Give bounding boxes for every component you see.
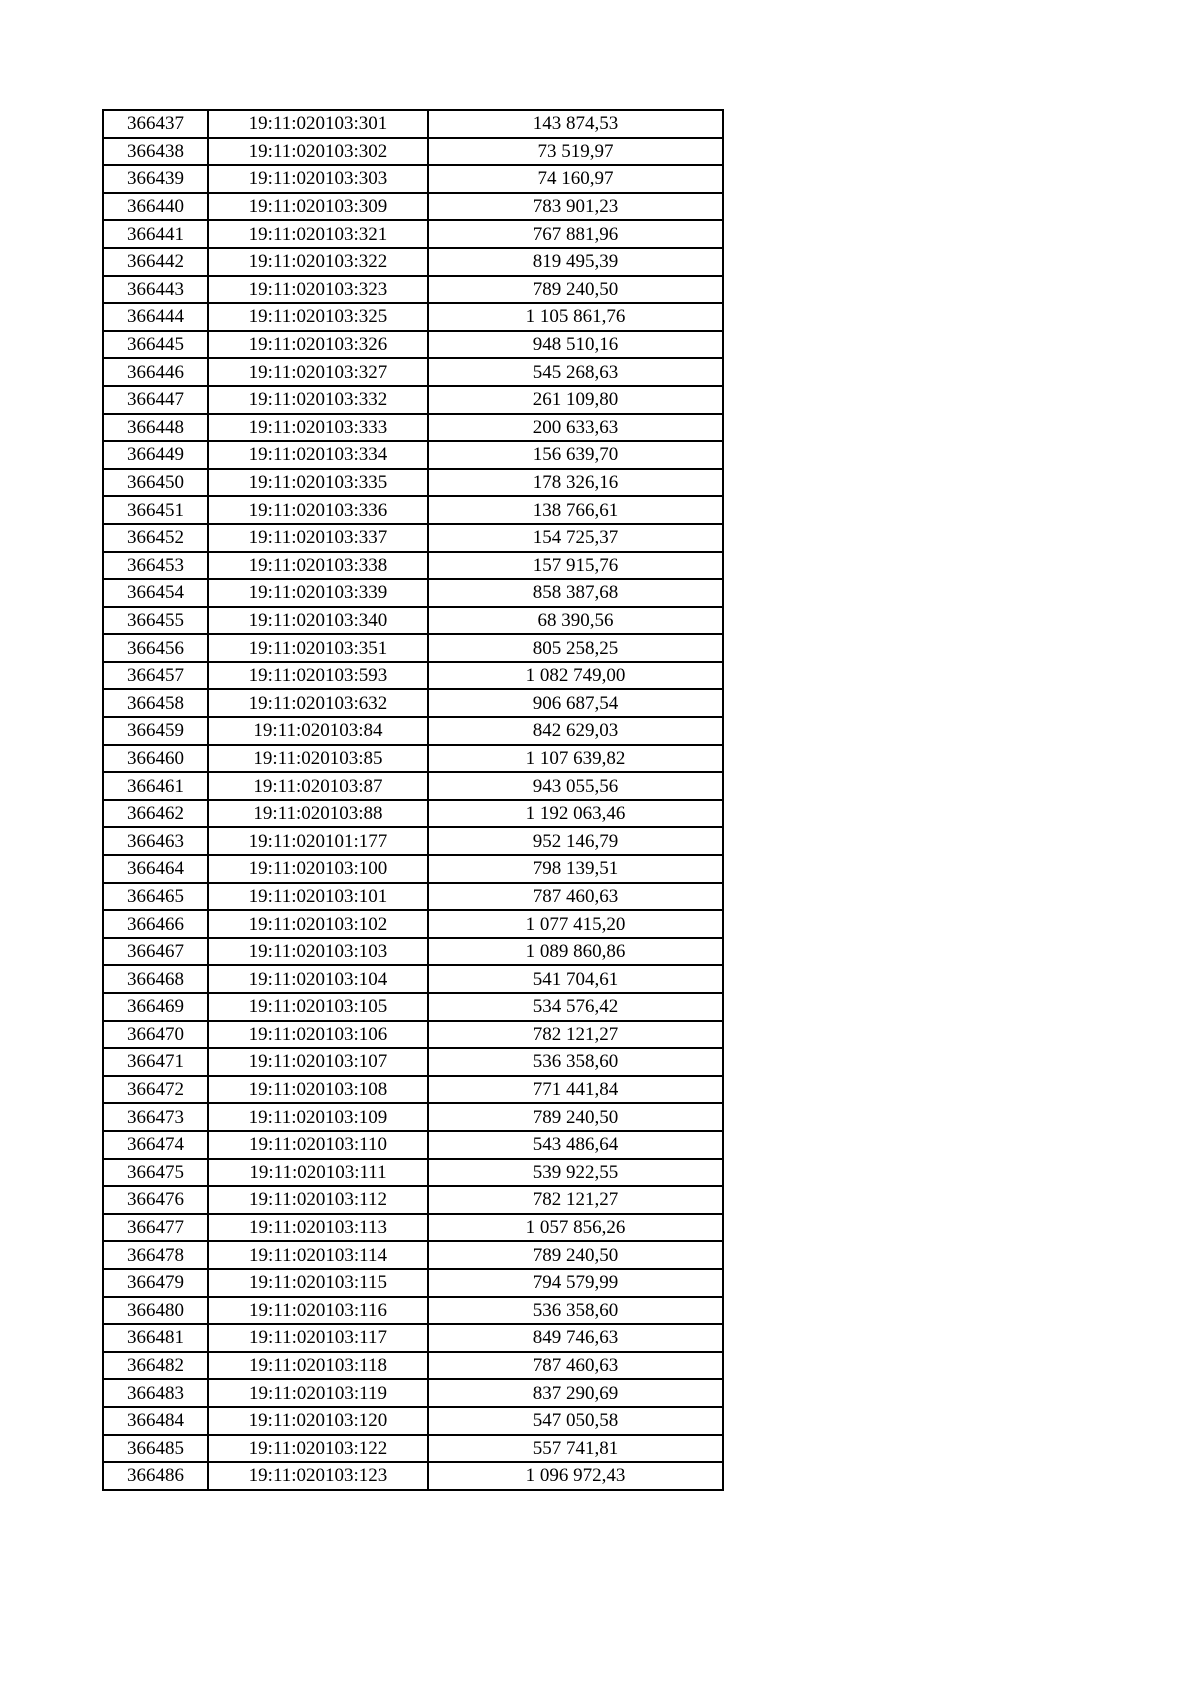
cadastral-value-cell: 906 687,54 [428,689,723,717]
table-row [103,303,723,331]
cadastral-value-cell: 943 055,56 [428,772,723,800]
table-row [103,827,723,855]
table-row [103,1269,723,1297]
cadastral-value-cell: 156 639,70 [428,441,723,469]
table-row [103,910,723,938]
row-number-cell: 366437 [103,110,208,138]
row-number-cell: 366476 [103,1186,208,1214]
row-number-cell: 366440 [103,193,208,221]
table-row [103,1021,723,1049]
row-number-cell: 366478 [103,1241,208,1269]
row-number-cell: 366443 [103,276,208,304]
cadastral-number-cell: 19:11:020103:106 [208,1021,428,1049]
table-row [103,1435,723,1463]
row-number-cell: 366450 [103,469,208,497]
cadastral-number-cell: 19:11:020103:110 [208,1131,428,1159]
table-row [103,634,723,662]
cadastral-number-cell: 19:11:020103:303 [208,165,428,193]
cadastral-value-cell: 543 486,64 [428,1131,723,1159]
table-row [103,276,723,304]
cadastral-value-cell: 771 441,84 [428,1076,723,1104]
table-row [103,1076,723,1104]
cadastral-value-cell: 545 268,63 [428,358,723,386]
cadastral-value-cell: 819 495,39 [428,248,723,276]
cadastral-number-cell: 19:11:020103:102 [208,910,428,938]
table-row [103,524,723,552]
cadastral-value-cell: 261 109,80 [428,386,723,414]
cadastral-number-cell: 19:11:020103:112 [208,1186,428,1214]
table-row [103,220,723,248]
cadastral-value-cell: 782 121,27 [428,1021,723,1049]
table-row [103,993,723,1021]
cadastral-value-cell: 68 390,56 [428,607,723,635]
table-row [103,193,723,221]
table-row [103,1352,723,1380]
cadastral-value-cell: 143 874,53 [428,110,723,138]
cadastral-number-cell: 19:11:020103:100 [208,855,428,883]
cadastral-value-cell: 952 146,79 [428,827,723,855]
cadastral-value-cell: 138 766,61 [428,496,723,524]
cadastral-number-cell: 19:11:020103:111 [208,1159,428,1187]
cadastral-value-cell: 557 741,81 [428,1435,723,1463]
table-row [103,1324,723,1352]
cadastral-number-cell: 19:11:020103:321 [208,220,428,248]
cadastral-number-cell: 19:11:020103:123 [208,1462,428,1490]
cadastral-number-cell: 19:11:020103:332 [208,386,428,414]
cadastral-number-cell: 19:11:020103:326 [208,331,428,359]
row-number-cell: 366471 [103,1048,208,1076]
cadastral-number-cell: 19:11:020103:85 [208,745,428,773]
row-number-cell: 366459 [103,717,208,745]
cadastral-number-cell: 19:11:020103:101 [208,883,428,911]
cadastral-number-cell: 19:11:020103:335 [208,469,428,497]
cadastral-value-cell: 789 240,50 [428,1103,723,1131]
cadastral-value-cell: 157 915,76 [428,552,723,580]
cadastral-number-cell: 19:11:020103:87 [208,772,428,800]
cadastral-value-cell: 541 704,61 [428,965,723,993]
cadastral-value-cell: 200 633,63 [428,414,723,442]
cadastral-value-cell: 849 746,63 [428,1324,723,1352]
table-row [103,607,723,635]
cadastral-number-cell: 19:11:020103:336 [208,496,428,524]
row-number-cell: 366475 [103,1159,208,1187]
cadastral-number-cell: 19:11:020103:333 [208,414,428,442]
cadastral-value-cell: 1 192 063,46 [428,800,723,828]
cadastral-value-cell: 1 077 415,20 [428,910,723,938]
cadastral-value-cell: 794 579,99 [428,1269,723,1297]
cadastral-value-cell: 154 725,37 [428,524,723,552]
cadastral-value-cell: 1 107 639,82 [428,745,723,773]
row-number-cell: 366445 [103,331,208,359]
row-number-cell: 366455 [103,607,208,635]
row-number-cell: 366470 [103,1021,208,1049]
table-row [103,386,723,414]
cadastral-value-cell: 1 096 972,43 [428,1462,723,1490]
cadastral-value-cell: 783 901,23 [428,193,723,221]
row-number-cell: 366441 [103,220,208,248]
cadastral-value-cell: 539 922,55 [428,1159,723,1187]
cadastral-value-cell: 842 629,03 [428,717,723,745]
row-number-cell: 366461 [103,772,208,800]
cadastral-value-cell: 536 358,60 [428,1297,723,1325]
cadastral-value-cell: 798 139,51 [428,855,723,883]
row-number-cell: 366484 [103,1407,208,1435]
row-number-cell: 366439 [103,165,208,193]
cadastral-value-cell: 858 387,68 [428,579,723,607]
cadastral-number-cell: 19:11:020103:302 [208,138,428,166]
cadastral-value-cell: 789 240,50 [428,1241,723,1269]
table-row [103,441,723,469]
cadastral-number-cell: 19:11:020103:107 [208,1048,428,1076]
row-number-cell: 366481 [103,1324,208,1352]
table-row [103,689,723,717]
table-row [103,772,723,800]
cadastral-value-cell: 1 089 860,86 [428,938,723,966]
table-row [103,414,723,442]
cadastral-number-cell: 19:11:020103:104 [208,965,428,993]
row-number-cell: 366451 [103,496,208,524]
cadastral-number-cell: 19:11:020103:105 [208,993,428,1021]
cadastral-value-cell: 73 519,97 [428,138,723,166]
row-number-cell: 366464 [103,855,208,883]
cadastral-number-cell: 19:11:020103:632 [208,689,428,717]
cadastral-value-cell: 536 358,60 [428,1048,723,1076]
cadastral-number-cell: 19:11:020103:84 [208,717,428,745]
table-row [103,579,723,607]
row-number-cell: 366447 [103,386,208,414]
cadastral-value-cell: 948 510,16 [428,331,723,359]
row-number-cell: 366465 [103,883,208,911]
cadastral-number-cell: 19:11:020103:325 [208,303,428,331]
row-number-cell: 366463 [103,827,208,855]
cadastral-number-cell: 19:11:020103:301 [208,110,428,138]
cadastral-value-cell: 74 160,97 [428,165,723,193]
cadastral-number-cell: 19:11:020103:108 [208,1076,428,1104]
table-row [103,938,723,966]
table-row [103,1131,723,1159]
cadastral-value-table [102,109,724,1491]
table-row [103,662,723,690]
row-number-cell: 366438 [103,138,208,166]
row-number-cell: 366442 [103,248,208,276]
table-row [103,358,723,386]
row-number-cell: 366456 [103,634,208,662]
row-number-cell: 366483 [103,1379,208,1407]
table-row [103,248,723,276]
table-row [103,855,723,883]
row-number-cell: 366453 [103,552,208,580]
cadastral-value-cell: 789 240,50 [428,276,723,304]
cadastral-value-cell: 1 105 861,76 [428,303,723,331]
cadastral-number-cell: 19:11:020103:322 [208,248,428,276]
table-row [103,1048,723,1076]
cadastral-value-cell: 837 290,69 [428,1379,723,1407]
cadastral-number-cell: 19:11:020103:339 [208,579,428,607]
table-row [103,1214,723,1242]
row-number-cell: 366458 [103,689,208,717]
cadastral-number-cell: 19:11:020103:118 [208,1352,428,1380]
table-row [103,1379,723,1407]
cadastral-number-cell: 19:11:020103:337 [208,524,428,552]
cadastral-number-cell: 19:11:020103:113 [208,1214,428,1242]
table-row [103,469,723,497]
row-number-cell: 366479 [103,1269,208,1297]
table-row [103,331,723,359]
cadastral-value-cell: 178 326,16 [428,469,723,497]
cadastral-number-cell: 19:11:020101:177 [208,827,428,855]
table-row [103,1159,723,1187]
row-number-cell: 366460 [103,745,208,773]
cadastral-number-cell: 19:11:020103:327 [208,358,428,386]
table-row [103,965,723,993]
row-number-cell: 366444 [103,303,208,331]
row-number-cell: 366473 [103,1103,208,1131]
row-number-cell: 366469 [103,993,208,1021]
table-row [103,1186,723,1214]
row-number-cell: 366474 [103,1131,208,1159]
cadastral-value-cell: 787 460,63 [428,1352,723,1380]
cadastral-number-cell: 19:11:020103:323 [208,276,428,304]
cadastral-number-cell: 19:11:020103:88 [208,800,428,828]
cadastral-value-cell: 782 121,27 [428,1186,723,1214]
table-row [103,552,723,580]
cadastral-number-cell: 19:11:020103:338 [208,552,428,580]
cadastral-value-cell: 547 050,58 [428,1407,723,1435]
row-number-cell: 366448 [103,414,208,442]
row-number-cell: 366485 [103,1435,208,1463]
table-row [103,1407,723,1435]
cadastral-number-cell: 19:11:020103:122 [208,1435,428,1463]
row-number-cell: 366486 [103,1462,208,1490]
row-number-cell: 366457 [103,662,208,690]
cadastral-value-cell: 805 258,25 [428,634,723,662]
table-row [103,800,723,828]
table-row [103,883,723,911]
cadastral-number-cell: 19:11:020103:340 [208,607,428,635]
cadastral-value-cell: 1 057 856,26 [428,1214,723,1242]
row-number-cell: 366466 [103,910,208,938]
row-number-cell: 366452 [103,524,208,552]
table-row [103,1462,723,1490]
row-number-cell: 366449 [103,441,208,469]
row-number-cell: 366472 [103,1076,208,1104]
table-row [103,110,723,138]
cadastral-number-cell: 19:11:020103:334 [208,441,428,469]
cadastral-number-cell: 19:11:020103:119 [208,1379,428,1407]
cadastral-number-cell: 19:11:020103:103 [208,938,428,966]
cadastral-value-cell: 787 460,63 [428,883,723,911]
row-number-cell: 366482 [103,1352,208,1380]
table-body [103,110,723,1490]
table-row [103,1241,723,1269]
row-number-cell: 366480 [103,1297,208,1325]
table-row [103,1297,723,1325]
table-row [103,165,723,193]
cadastral-number-cell: 19:11:020103:114 [208,1241,428,1269]
cadastral-value-cell: 1 082 749,00 [428,662,723,690]
cadastral-number-cell: 19:11:020103:309 [208,193,428,221]
cadastral-number-cell: 19:11:020103:351 [208,634,428,662]
cadastral-number-cell: 19:11:020103:115 [208,1269,428,1297]
cadastral-number-cell: 19:11:020103:120 [208,1407,428,1435]
table-row [103,745,723,773]
table-row [103,1103,723,1131]
cadastral-number-cell: 19:11:020103:116 [208,1297,428,1325]
cadastral-number-cell: 19:11:020103:593 [208,662,428,690]
cadastral-value-cell: 534 576,42 [428,993,723,1021]
cadastral-number-cell: 19:11:020103:109 [208,1103,428,1131]
row-number-cell: 366454 [103,579,208,607]
table-row [103,717,723,745]
row-number-cell: 366468 [103,965,208,993]
row-number-cell: 366462 [103,800,208,828]
cadastral-value-cell: 767 881,96 [428,220,723,248]
cadastral-number-cell: 19:11:020103:117 [208,1324,428,1352]
table-row [103,138,723,166]
row-number-cell: 366467 [103,938,208,966]
table-row [103,496,723,524]
row-number-cell: 366446 [103,358,208,386]
row-number-cell: 366477 [103,1214,208,1242]
